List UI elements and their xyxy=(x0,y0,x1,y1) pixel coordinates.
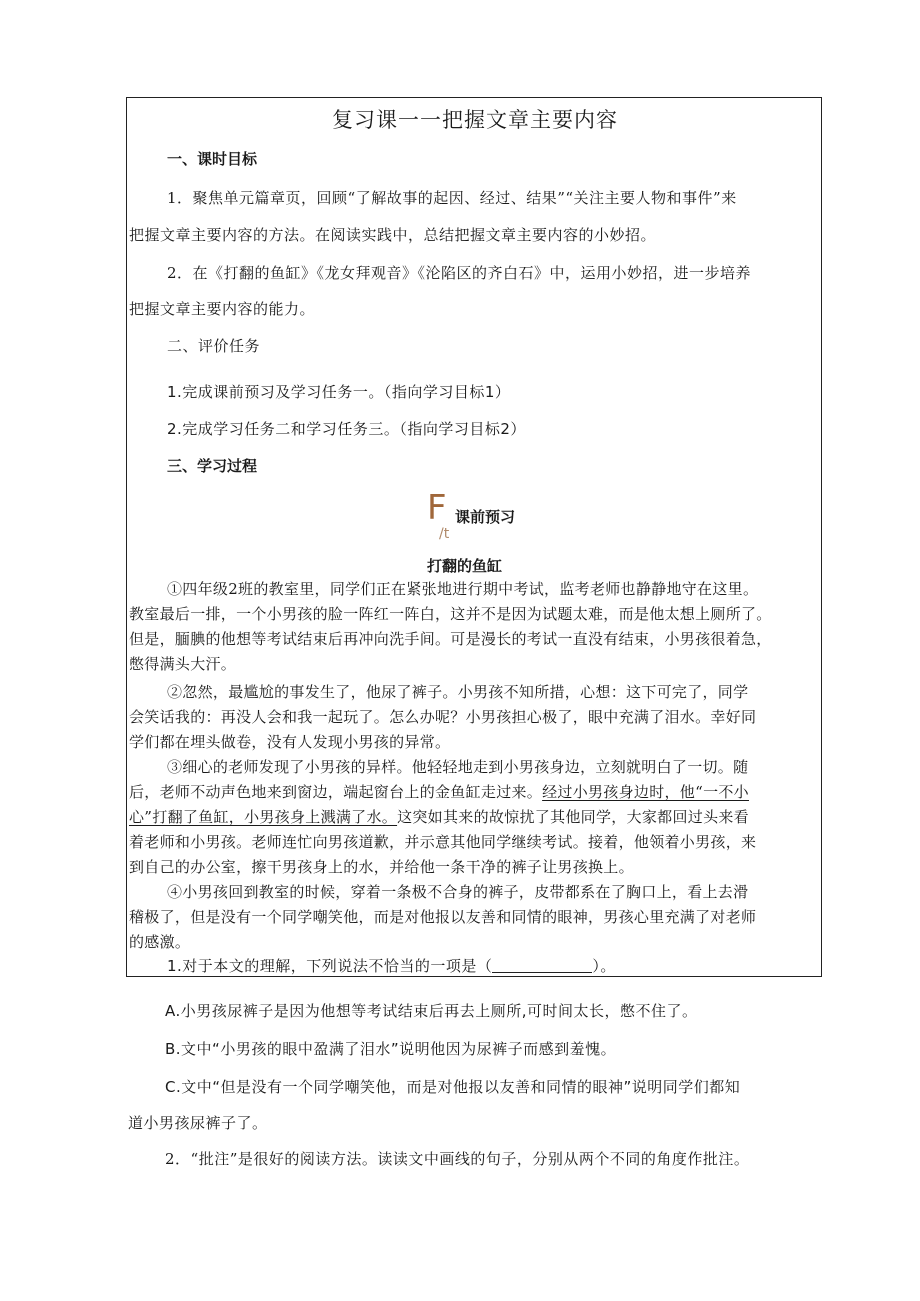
question-1-end: ）。 xyxy=(592,957,616,975)
option-c-line-2: 道小男孩尿裤子了。 xyxy=(128,1114,268,1132)
task-1: 1.完成课前预习及学习任务一。（指向学习目标1） xyxy=(167,383,511,401)
preview-f-icon: F xyxy=(427,488,447,528)
story-title: 打翻的鱼缸 xyxy=(427,557,503,575)
story-p1-line-4: 憋得满头大汗。 xyxy=(129,655,237,673)
underlined-sentence-part-2: 心”打翻了鱼缸，小男孩身上溅满了水。 xyxy=(129,808,398,826)
task-2: 2.完成学习任务二和学习任务三。（指向学习目标2） xyxy=(167,420,526,438)
story-p2-line-1: ②忽然，最尴尬的事发生了，他尿了裤子。小男孩不知所措，心想：这下可完了，同学 xyxy=(167,683,749,701)
question-1-text: 1.对于本文的理解，下列说法不恰当的一项是（ xyxy=(167,957,493,975)
option-b: B.文中“小男孩的眼中盈满了泪水”说明他因为尿裤子而感到羞愧。 xyxy=(165,1040,617,1058)
story-p2-line-3: 学们都在埋头做卷，没有人发现小男孩的异常。 xyxy=(129,733,451,751)
question-2: 2．“批注”是很好的阅读方法。读读文中画线的句子，分别从两个不同的角度作批注。 xyxy=(165,1150,750,1168)
story-p1-line-1: ①四年级2班的教室里，同学们正在紧张地进行期中考试，监考老师也静静地守在这里。 xyxy=(167,580,759,598)
story-p1-line-3: 但是，腼腆的他想等考试结束后再冲向洗手间。可是漫长的考试一直没有结束，小男孩很着急， xyxy=(129,630,772,648)
answer-blank[interactable] xyxy=(492,958,592,973)
story-p2-line-2: 会笑话我的：再没人会和我一起玩了。怎么办呢？小男孩担心极了，眼中充满了泪水。幸好同 xyxy=(129,708,757,726)
page-title: 复习课一一把握文章主要内容 xyxy=(332,108,618,132)
story-p1-line-2: 教室最后一排，一个小男孩的脸一阵红一阵白，这并不是因为试题太难，而是他太想上厕所了。 xyxy=(129,605,772,623)
story-p3-line-2 xyxy=(129,780,749,805)
question-1 xyxy=(167,955,616,976)
section-heading-tasks: 二、评价任务 xyxy=(167,337,261,355)
story-p3-text: 后，老师不动声色地来到窗边，端起窗台上的金鱼缸走过来。 xyxy=(129,783,543,801)
story-p3-line-1: ③细心的老师发现了小男孩的异样。他轻轻地走到小男孩身边，立刻就明白了一切。随 xyxy=(167,758,749,776)
goal-2-line-1: 2．在《打翻的鱼缸》《龙女拜观音》《沦陷区的齐白石》中，运用小妙招，进一步培养 xyxy=(167,264,752,282)
preview-sub-icon: /t xyxy=(439,526,450,542)
option-a: A.小男孩尿裤子是因为他想等考试结束后再去上厕所,可时间太长，憋不住了。 xyxy=(165,1002,698,1020)
story-p3-text-cont: 这突如其来的故惊扰了其他同学，大家都回过头来看 xyxy=(397,808,749,826)
story-p3-line-5: 到自己的办公室，擦干男孩身上的水，并给他一条干净的裤子让男孩换上。 xyxy=(129,858,634,876)
section-heading-goals: 一、课时目标 xyxy=(167,150,258,168)
story-p3-line-4: 着老师和小男孩。老师连忙向男孩道歉，并示意其他同学继续考试。接着，他领着小男孩，来 xyxy=(129,833,757,851)
option-c-line-1: C.文中“但是没有一个同学嘲笑他，而是对他报以友善和同情的眼神”说明同学们都知 xyxy=(165,1078,741,1096)
story-p4-line-3: 的感激。 xyxy=(129,933,191,951)
underlined-sentence-part-1: 经过小男孩身边时，他“一不小 xyxy=(542,783,749,801)
story-p3-line-3 xyxy=(129,805,749,830)
goal-1-line-1: 1．聚焦单元篇章页，回顾“了解故事的起因、经过、结果”“关注主要人物和事件”来 xyxy=(167,189,737,207)
story-p4-line-1: ④小男孩回到教室的时候，穿着一条极不合身的裤子，皮带都系在了胸口上，看上去滑 xyxy=(167,883,749,901)
story-p4-line-2: 稽极了，但是没有一个同学嘲笑他，而是对他报以友善和同情的眼神，男孩心里充满了对老师 xyxy=(129,908,757,926)
goal-1-line-2: 把握文章主要内容的方法。在阅读实践中，总结把握文章主要内容的小妙招。 xyxy=(129,226,657,244)
preview-label: 课前预习 xyxy=(455,508,516,526)
lesson-table xyxy=(126,97,822,977)
goal-2-line-2: 把握文章主要内容的能力。 xyxy=(129,300,316,318)
section-heading-process: 三、学习过程 xyxy=(167,457,258,475)
